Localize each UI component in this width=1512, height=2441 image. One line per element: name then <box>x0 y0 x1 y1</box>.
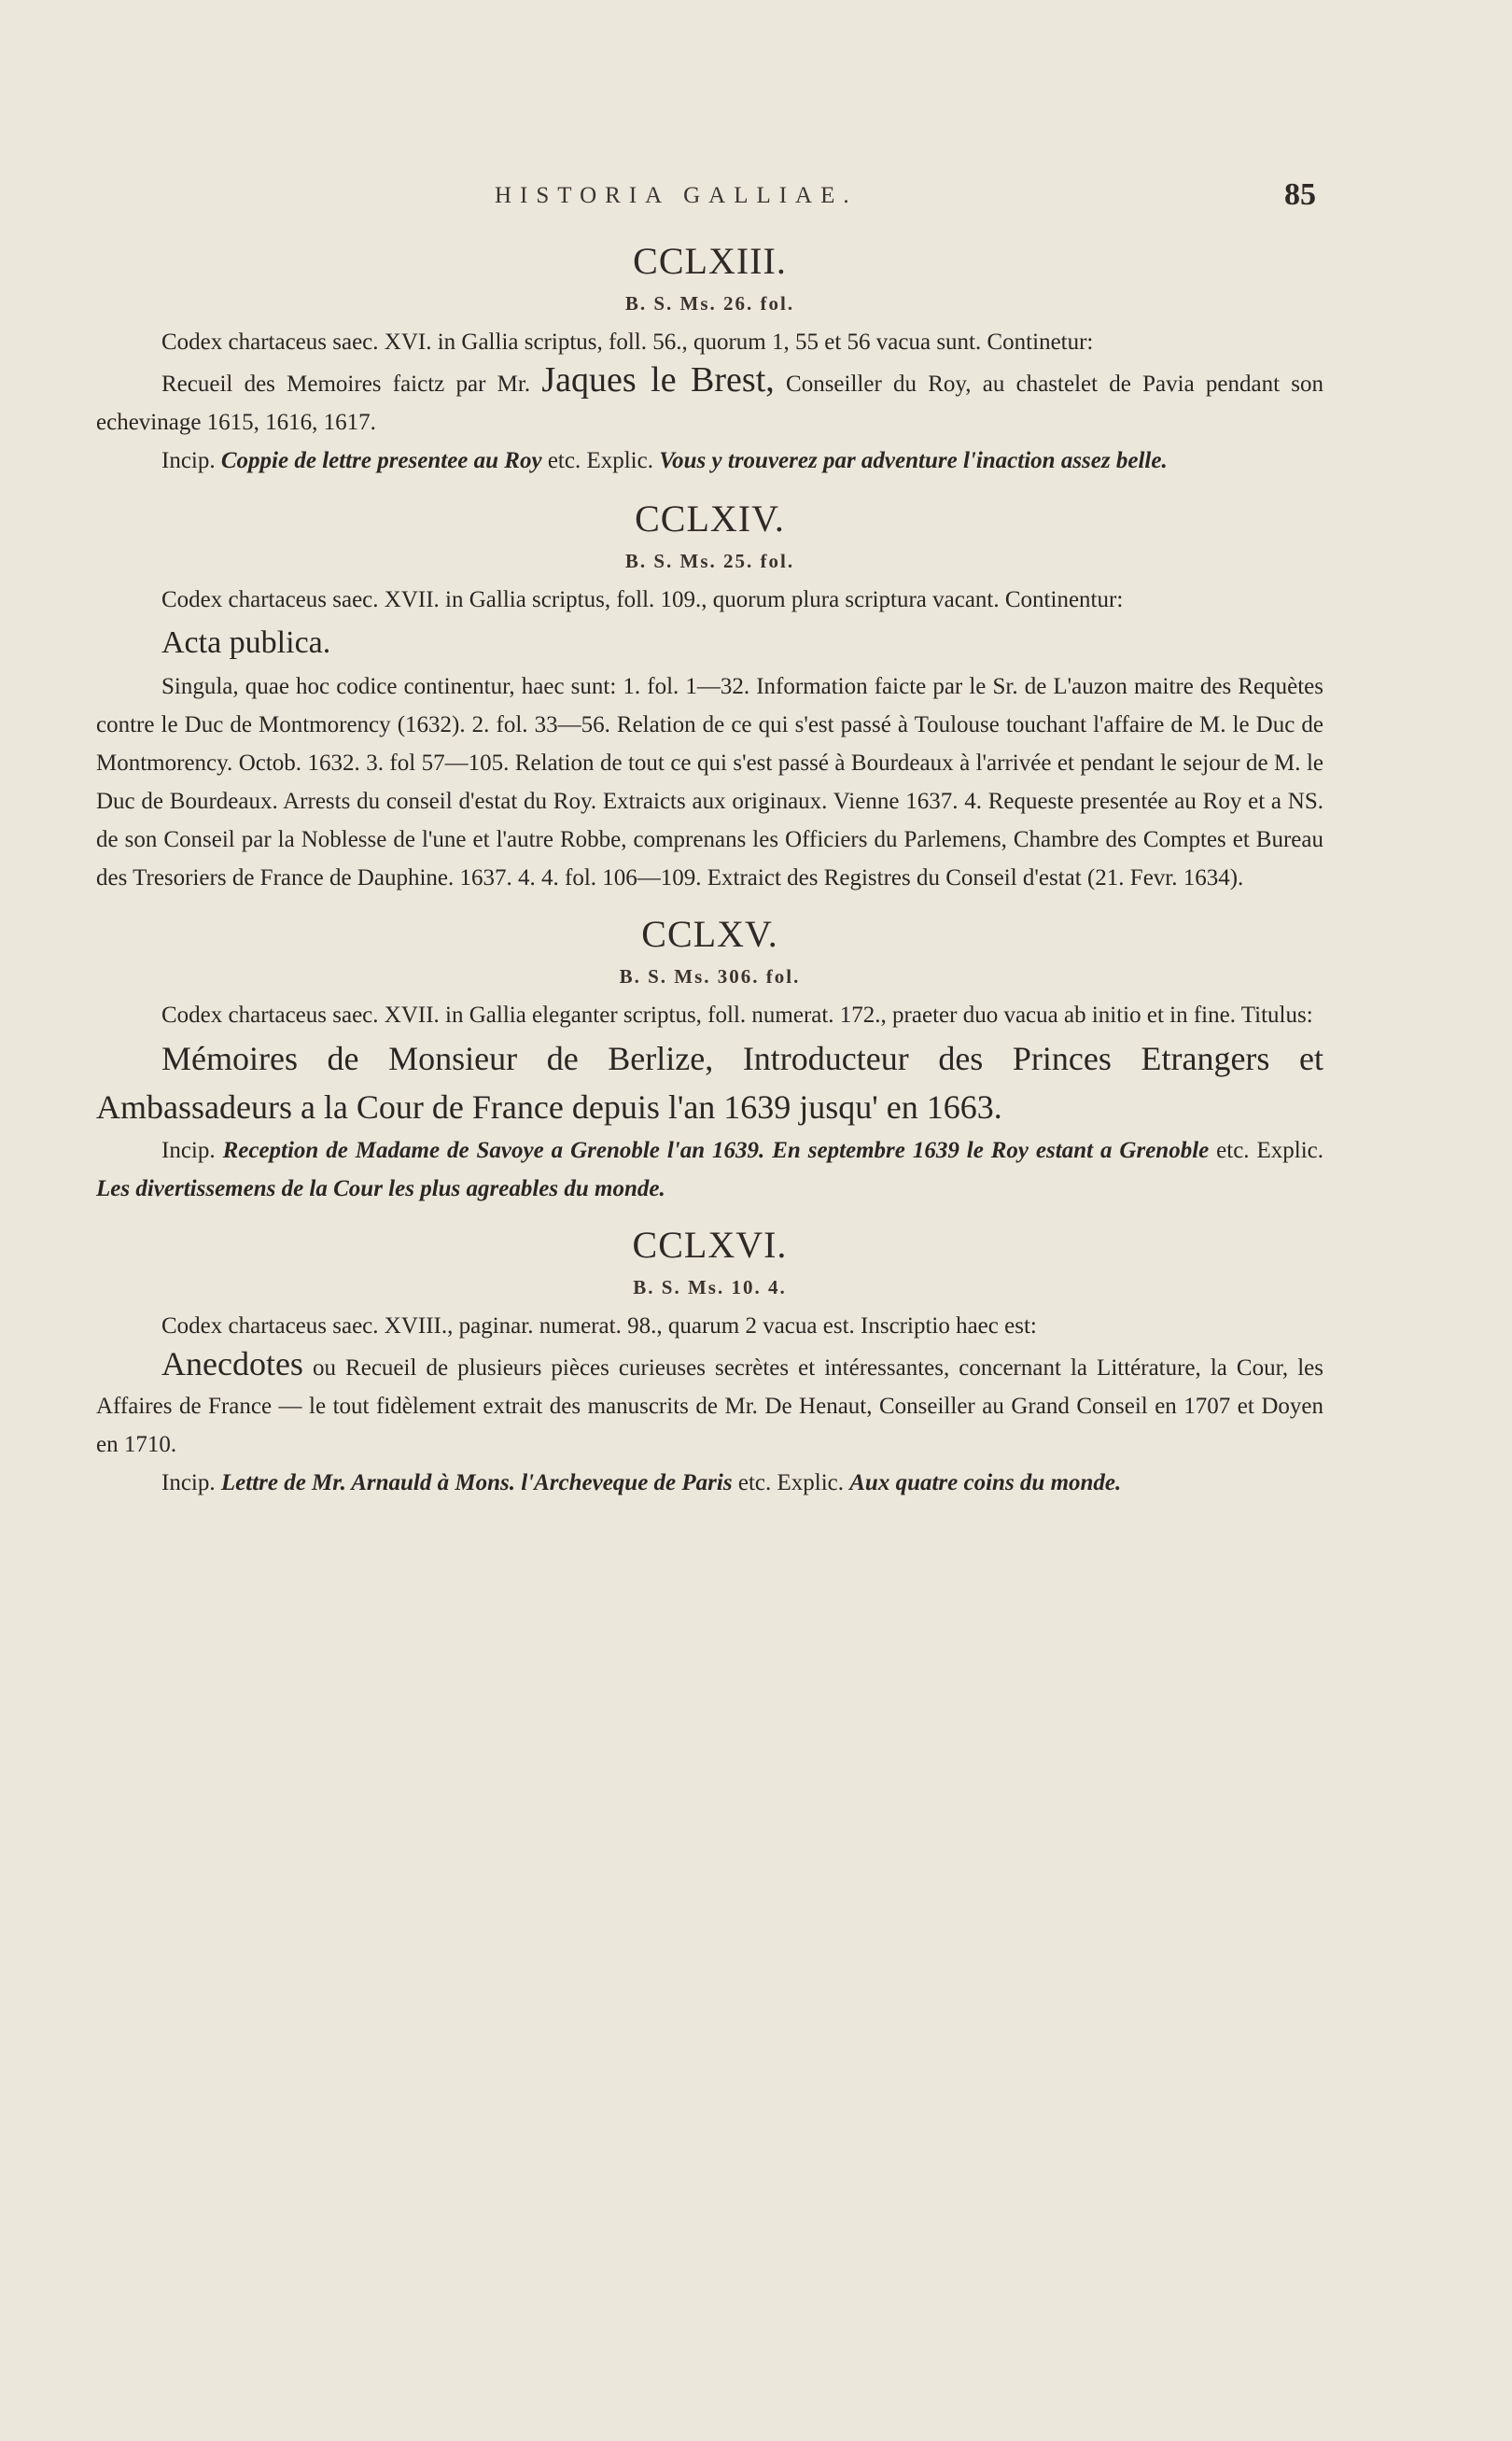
shelfmark: B. S. Ms. 306. fol. <box>619 965 801 988</box>
running-title: HISTORIA GALLIAE. <box>495 183 858 208</box>
entry-number: CCLXIV. <box>635 498 785 540</box>
description: Codex chartaceus saec. XVI. in Gallia scriptus, foll. 56., quorum 1, 55 et 56 vacua sunt. Continetur: <box>161 330 1094 355</box>
incipit-explicit: Incip. Reception de Madame de Savoye a Grenoble l'an 1639. En septembre 1639 le Roy estant a Grenoble etc. Explic. Les divertissemens de la Cour les plus agreables du monde. <box>96 1138 1324 1201</box>
entry-number: CCLXV. <box>641 913 778 955</box>
description: Codex chartaceus saec. XVIII., paginar. numerat. 98., quarum 2 vacua est. Inscriptio haec est: <box>161 1313 1037 1339</box>
content <box>96 241 1323 1502</box>
incipit-explicit: Incip. Coppie de lettre presentee au Roy etc. Explic. Vous y trouverez par adventure l'inaction assez belle. <box>161 448 1168 473</box>
incipit-text: Coppie de lettre presentee au Roy <box>220 448 542 473</box>
contents-list: Singula, quae hoc codice continentur, haec sunt: 1. fol. 1—32. Information faicte par le Sr. de L'auzon maitre des Requètes contre le Duc de Montmorency (1632). 2. fol. 33—56. Relation de ce qui s'est passé à Toulouse touchant l'affaire de M. le Duc de Montmorency. Octob. 1632. 3. fol 57—105. Relation de tout ce qui s'est passé à Bourdeaux à l'arrivée et pendant le sejour de M. le Duc de Bourdeaux. Arrests du conseil d'estat du Roy. Extraicts aux originaux. Vienne 1637. 4. Requeste presentée au Roy et a NS. de son Conseil par la Noblesse de l'une et l'autre Robbe, comprenans les Officiers du Parlemens, Chambre des Comptes et Bureau des Tresoriers de France de Dauphine. 1637. 4. 4. fol. 106—109. Extraict des Registres du Conseil d'estat (21. Fevr. 1634). <box>96 674 1323 891</box>
explicit-text: Les divertissemens de la Cour les plus agreables du monde. <box>96 1176 665 1201</box>
entry-cclxiii <box>96 241 1323 480</box>
incipit-text: Reception de Madame de Savoye a Grenoble l'an 1639. En septembre 1639 le Roy estant a Grenoble <box>222 1138 1210 1163</box>
entry-cclxvi <box>96 1225 1323 1502</box>
section-heading: Acta publica. <box>161 625 331 660</box>
title: Mémoires de Monsieur de Berlize, Introducteur des Princes Etrangers et Ambassadeurs a la Cour de France depuis l'an 1639 jusqu' en 1663. <box>96 1040 1323 1126</box>
description: Codex chartaceus saec. XVII. in Gallia eleganter scriptus, foll. numerat. 172., praeter duo vacua ab initio et in fine. Titulus: <box>161 1003 1313 1028</box>
explicit-text: Vous y trouverez par adventure l'inaction assez belle. <box>659 448 1168 473</box>
shelfmark: B. S. Ms. 26. fol. <box>624 292 795 315</box>
running-head <box>0 177 1512 220</box>
incipit-text: Lettre de Mr. Arnauld à Mons. l'Archeveque de Paris <box>220 1470 733 1495</box>
entry-cclxv <box>96 914 1323 1208</box>
explicit-text: Aux quatre coins du monde. <box>849 1470 1122 1495</box>
entry-number: CCLXVI. <box>632 1224 788 1266</box>
entry-number: CCLXIII. <box>633 240 787 282</box>
title-lead: Anecdotes <box>161 1345 303 1382</box>
shelfmark: B. S. Ms. 25. fol. <box>624 550 795 572</box>
page-number: 85 <box>1284 177 1316 212</box>
description: Codex chartaceus saec. XVII. in Gallia scriptus, foll. 109., quorum plura scriptura vacant. Continentur: <box>161 587 1124 612</box>
entry-cclxiv <box>96 498 1323 897</box>
incipit-explicit: Incip. Lettre de Mr. Arnauld à Mons. l'Archeveque de Paris etc. Explic. Aux quatre coins du monde. <box>161 1470 1122 1495</box>
shelfmark: B. S. Ms. 10. 4. <box>633 1276 787 1298</box>
title: Anecdotes ou Recueil de plusieurs pièces curieuses secrètes et intéressantes, concernant la Littérature, la Cour, les Affaires de France — le tout fidèlement extrait des manuscrits de Mr. De Henaut, Conseiller au Grand Conseil en 1707 et Doyen en 1710. <box>96 1345 1323 1457</box>
author-name: Jaques le Brest, <box>541 360 775 400</box>
title: Recueil des Memoires faictz par Mr. Jaques le Brest, Conseiller du Roy, au chastelet de Pavia pendant son echevinage 1615, 1616, 1617. <box>96 360 1324 435</box>
